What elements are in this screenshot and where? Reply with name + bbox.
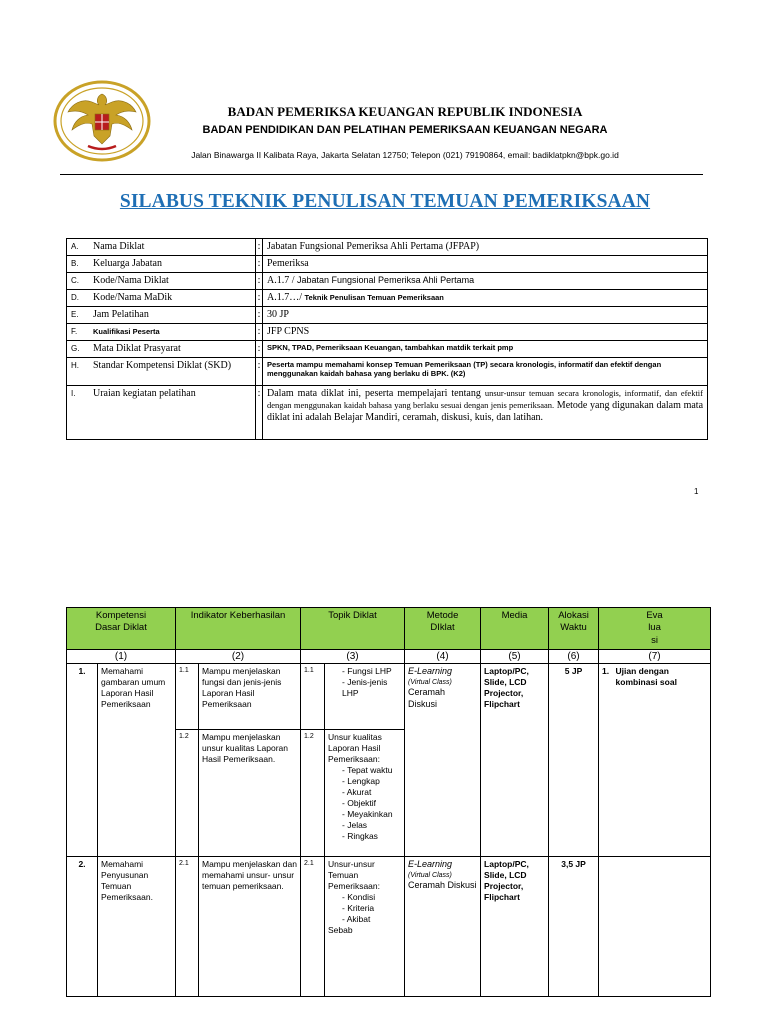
row-value: Peserta mampu memahami konsep Temuan Pemeriksaan (TP) secara kronologis, informatif dan efektif dengan menggunakan kaidah bahasa yang berlaku di BPK. (K2) (263, 358, 708, 386)
indicator-number: 1.2 (176, 730, 199, 857)
column-number: (1) (67, 650, 176, 664)
info-row-e (67, 307, 708, 324)
row-letter: G. (71, 344, 80, 353)
row-separator: : (256, 290, 263, 307)
row-separator: : (256, 386, 263, 440)
row-value: Jabatan Fungsional Pemeriksa Ahli Pertama (JFPAP) (263, 239, 708, 256)
evaluation-empty (599, 857, 711, 997)
list-item: - Kondisi (342, 892, 401, 903)
method-ceramah: Ceramah (408, 686, 446, 697)
row-letter: D. (71, 293, 79, 302)
row-number: 2. (67, 857, 98, 997)
column-number: (5) (481, 650, 549, 664)
method-ceramah-diskusi: Ceramah Diskusi (408, 879, 477, 890)
row-value-name: Jabatan Fungsional Pemeriksa Ahli Pertama (297, 275, 475, 285)
indicator-text: Mampu menjelaskan unsur kualitas Laporan Hasil Pemeriksaan. (199, 730, 301, 857)
row-number: 1. (67, 664, 98, 857)
media-cell: Laptop/PC, Slide, LCD Projector, Flipchart (481, 664, 549, 857)
topic-number: 1.2 (301, 730, 325, 857)
row-value-method: Metode yang digunakan dalam mata diklat ini adalah Belajar Mandiri, ceramah, diskusi, kuis, dan latihan. (267, 400, 704, 423)
indicator-text: Mampu menjelaskan dan memahami unsur- unsur temuan pemeriksaan. (199, 857, 301, 997)
row-value: Pemeriksa (263, 256, 708, 273)
row-label: Keluarga Jabatan (93, 258, 162, 269)
indicator-text: Mampu menjelaskan fungsi dan jenis-jenis Laporan Hasil Pemeriksaan (199, 664, 301, 730)
header-metode: Metode DIklat (405, 608, 481, 650)
time-allocation: 3,5 JP (549, 857, 599, 997)
info-row-d (67, 290, 708, 307)
row-label: Kode/Nama MaDik (93, 292, 173, 303)
topic-heading: Unsur-unsur Temuan Pemeriksaan: (328, 859, 380, 892)
row-letter: H. (71, 361, 79, 370)
row-separator: : (256, 273, 263, 290)
row-value-name: Teknik Penulisan Temuan Pemeriksaan (304, 293, 444, 302)
indicator-number: 1.1 (176, 664, 199, 730)
topic-heading: Unsur kualitas Laporan Hasil Pemeriksaan: (328, 732, 382, 765)
row-label: Jam Pelatihan (93, 309, 149, 320)
column-number: (2) (176, 650, 301, 664)
column-number-row (67, 650, 711, 664)
row-label: Standar Kompetensi Diklat (SKD) (93, 360, 232, 371)
list-item: - Lengkap (342, 776, 401, 787)
topic-cell (325, 730, 405, 857)
list-item: - Fungsi LHP (342, 666, 401, 677)
table-row (67, 664, 711, 730)
row-value-topic: unsur-unsur temuan secara kronologis, informatif, dan efektif dengan menggunakan kaidah bahasa yang berlaku sesuai dengan jenis pemeriksaan. (267, 388, 703, 410)
competency-text: Memahami gambaran umum Laporan Hasil Pemeriksaan (98, 664, 176, 857)
column-number: (3) (301, 650, 405, 664)
row-value: JFP CPNS (263, 324, 708, 341)
topic-list (328, 765, 401, 842)
row-label: Kualifikasi Peserta (93, 327, 160, 336)
method-cell (405, 857, 481, 997)
garuda-emblem-icon (52, 80, 152, 162)
evaluation-text: Ujian dengan kombinasi soal (613, 664, 711, 857)
page-number: 1 (694, 487, 699, 496)
header-indikator: Indikator Keberhasilan (176, 608, 301, 650)
topic-cell (325, 664, 405, 730)
info-row-f (67, 324, 708, 341)
list-item: - Objektif (342, 798, 401, 809)
method-elearning: E-Learning (408, 859, 453, 870)
row-value-intro: Dalam mata diklat ini, peserta mempelajari tentang (267, 388, 485, 399)
info-row-i (67, 386, 708, 440)
row-separator: : (256, 256, 263, 273)
method-elearning: E-Learning (408, 666, 453, 677)
method-virtual-class: (Virtual Class) (408, 871, 452, 879)
header-kompetensi: Kompetensi Dasar Diklat (67, 608, 176, 650)
list-item: - Meyakinkan (342, 809, 401, 820)
topic-tail: Sebab (328, 925, 353, 936)
list-item: - Jenis-jenis LHP (342, 677, 401, 699)
table-row (67, 857, 711, 997)
document-title: SILABUS TEKNIK PENULISAN TEMUAN PEMERIKSAAN (119, 191, 651, 212)
row-letter: F. (71, 327, 78, 336)
method-virtual-class: (Virtual Class) (408, 678, 452, 686)
media-cell: Laptop/PC, Slide, LCD Projector, Flipchart (481, 857, 549, 997)
info-row-a (67, 239, 708, 256)
info-row-c (67, 273, 708, 290)
header-topik: Topik Diklat (301, 608, 405, 650)
info-row-g (67, 341, 708, 358)
list-item: - Jelas (342, 820, 401, 831)
evaluation-number: 1. (599, 664, 613, 857)
organization-subunit: BADAN PENDIDIKAN DAN PELATIHAN PEMERIKSAAN KEUANGAN NEGARA (202, 124, 608, 136)
topic-list (328, 892, 401, 925)
list-item: - Akibat (342, 914, 401, 925)
info-row-h (67, 358, 708, 386)
row-label: Uraian kegiatan pelatihan (93, 388, 196, 399)
row-value-code: A.1.7…/ (267, 292, 305, 303)
row-separator: : (256, 324, 263, 341)
topic-number: 1.1 (301, 664, 325, 730)
row-value: SPKN, TPAD, Pemeriksaan Keuangan, tambahkan matdik terkait pmp (263, 341, 708, 358)
row-letter: E. (71, 310, 79, 319)
column-number: (4) (405, 650, 481, 664)
topic-cell (325, 857, 405, 997)
header-media: Media (481, 608, 549, 650)
syllabus-info-table (66, 238, 708, 440)
method-cell (405, 664, 481, 857)
row-separator: : (256, 239, 263, 256)
indicator-number: 2.1 (176, 857, 199, 997)
header-alokasi: Alokasi Waktu (549, 608, 599, 650)
row-separator: : (256, 358, 263, 386)
row-separator: : (256, 341, 263, 358)
row-letter: A. (71, 242, 79, 251)
topic-number: 2.1 (301, 857, 325, 997)
row-letter: C. (71, 276, 79, 285)
row-value: 30 JP (263, 307, 708, 324)
row-letter: I. (71, 389, 76, 398)
competency-table (66, 607, 711, 997)
list-item: - Ringkas (342, 831, 401, 842)
column-number: (7) (599, 650, 711, 664)
competency-text: Memahami Penyusunan Temuan Pemeriksaan. (98, 857, 176, 997)
list-item: - Akurat (342, 787, 401, 798)
organization-address: Jalan Binawarga II Kalibata Raya, Jakarta Selatan 12750; Telepon (021) 79190864, email: badiklatpkn@bpk.go.id (191, 150, 619, 160)
topic-list (328, 666, 401, 699)
list-item: - Tepat waktu (342, 765, 401, 776)
row-value-code: A.1.7 / (267, 275, 297, 286)
organization-name: BADAN PEMERIKSA KEUANGAN REPUBLIK INDONESIA (227, 104, 583, 119)
row-label: Kode/Nama Diklat (93, 275, 169, 286)
method-diskusi: Diskusi (408, 698, 438, 709)
header-evaluasi: Eva lua si (599, 608, 711, 650)
column-number: (6) (549, 650, 599, 664)
row-label: Mata Diklat Prasyarat (93, 343, 181, 354)
row-label: Nama Diklat (93, 241, 145, 252)
time-allocation: 5 JP (549, 664, 599, 857)
table-header-row (67, 608, 711, 650)
row-letter: B. (71, 259, 79, 268)
list-item: - Kriteria (342, 903, 401, 914)
header-divider (60, 174, 703, 175)
info-row-b (67, 256, 708, 273)
row-separator: : (256, 307, 263, 324)
